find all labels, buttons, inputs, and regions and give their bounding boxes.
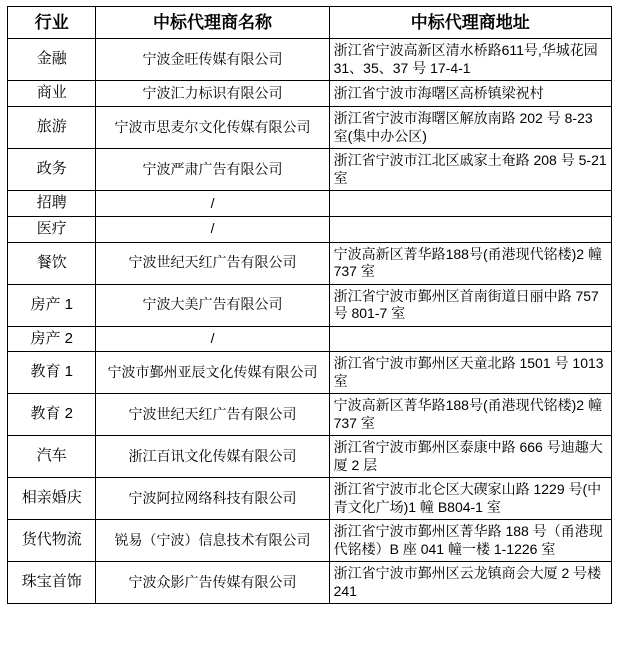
cell-agency-name: / xyxy=(96,191,329,217)
cell-industry: 货代物流 xyxy=(8,520,96,562)
cell-industry: 旅游 xyxy=(8,107,96,149)
cell-agency-address: 浙江省宁波市鄞州区天童北路 1501 号 1013 室 xyxy=(329,352,611,394)
cell-industry: 餐饮 xyxy=(8,242,96,284)
cell-agency-address xyxy=(329,326,611,352)
table-row xyxy=(8,242,612,284)
cell-agency-name: 宁波严肃广告有限公司 xyxy=(96,149,329,191)
table-row xyxy=(8,81,612,107)
cell-agency-address: 浙江省宁波市江北区戚家土奄路 208 号 5-21 室 xyxy=(329,149,611,191)
cell-industry: 政务 xyxy=(8,149,96,191)
column-header-agency-address: 中标代理商地址 xyxy=(329,7,611,39)
cell-agency-address: 浙江省宁波高新区清水桥路611号,华城花园 31、35、37 号 17-4-1 xyxy=(329,39,611,81)
cell-agency-name: 宁波众影广告传媒有限公司 xyxy=(96,562,329,604)
table-row xyxy=(8,284,612,326)
table-row xyxy=(8,520,612,562)
cell-agency-address: 浙江省宁波市海曙区高桥镇梁祝村 xyxy=(329,81,611,107)
table-header xyxy=(8,7,612,39)
cell-industry: 教育 1 xyxy=(8,352,96,394)
table-row xyxy=(8,39,612,81)
cell-agency-name: 锐易（宁波）信息技术有限公司 xyxy=(96,520,329,562)
cell-industry: 商业 xyxy=(8,81,96,107)
cell-agency-address xyxy=(329,216,611,242)
cell-industry: 医疗 xyxy=(8,216,96,242)
table-row xyxy=(8,394,612,436)
table-row xyxy=(8,326,612,352)
cell-agency-name: 宁波市思麦尔文化传媒有限公司 xyxy=(96,107,329,149)
cell-industry: 教育 2 xyxy=(8,394,96,436)
cell-agency-name: 宁波汇力标识有限公司 xyxy=(96,81,329,107)
cell-agency-address: 宁波高新区菁华路188号(甬港现代铭楼)2 幢 737 室 xyxy=(329,242,611,284)
cell-agency-name: 宁波世纪天红广告有限公司 xyxy=(96,242,329,284)
cell-agency-address xyxy=(329,191,611,217)
table-row xyxy=(8,352,612,394)
cell-agency-address: 浙江省宁波市鄞州区菁华路 188 号（甬港现代铭楼）B 座 041 幢一楼 1-1226 室 xyxy=(329,520,611,562)
table-row xyxy=(8,436,612,478)
cell-agency-address: 浙江省宁波市鄞州区泰康中路 666 号迪趣大厦 2 层 xyxy=(329,436,611,478)
column-header-industry: 行业 xyxy=(8,7,96,39)
cell-agency-address: 浙江省宁波市海曙区解放南路 202 号 8-23 室(集中办公区) xyxy=(329,107,611,149)
cell-industry: 珠宝首饰 xyxy=(8,562,96,604)
cell-agency-address: 宁波高新区菁华路188号(甬港现代铭楼)2 幢 737 室 xyxy=(329,394,611,436)
column-header-agency-name: 中标代理商名称 xyxy=(96,7,329,39)
bid-agency-table xyxy=(7,6,612,604)
cell-industry: 房产 2 xyxy=(8,326,96,352)
cell-industry: 房产 1 xyxy=(8,284,96,326)
table-header-row xyxy=(8,7,612,39)
cell-agency-address: 浙江省宁波市鄞州区云龙镇商会大厦 2 号楼 241 xyxy=(329,562,611,604)
cell-agency-name: 宁波世纪天红广告有限公司 xyxy=(96,394,329,436)
cell-industry: 招聘 xyxy=(8,191,96,217)
cell-agency-address: 浙江省宁波市北仑区大碶家山路 1229 号(中青文化广场)1 幢 B804-1 室 xyxy=(329,478,611,520)
table-body xyxy=(8,39,612,604)
cell-agency-name: / xyxy=(96,326,329,352)
table-row xyxy=(8,149,612,191)
cell-agency-address: 浙江省宁波市鄞州区首南街道日丽中路 757 号 801-7 室 xyxy=(329,284,611,326)
table-row xyxy=(8,216,612,242)
cell-industry: 金融 xyxy=(8,39,96,81)
cell-agency-name: / xyxy=(96,216,329,242)
cell-agency-name: 浙江百讯文化传媒有限公司 xyxy=(96,436,329,478)
cell-agency-name: 宁波金旺传媒有限公司 xyxy=(96,39,329,81)
table-row xyxy=(8,478,612,520)
cell-industry: 汽车 xyxy=(8,436,96,478)
table-row xyxy=(8,562,612,604)
cell-agency-name: 宁波阿拉网络科技有限公司 xyxy=(96,478,329,520)
cell-industry: 相亲婚庆 xyxy=(8,478,96,520)
table-row xyxy=(8,191,612,217)
cell-agency-name: 宁波市鄞州亚辰文化传媒有限公司 xyxy=(96,352,329,394)
table-row xyxy=(8,107,612,149)
cell-agency-name: 宁波大美广告有限公司 xyxy=(96,284,329,326)
